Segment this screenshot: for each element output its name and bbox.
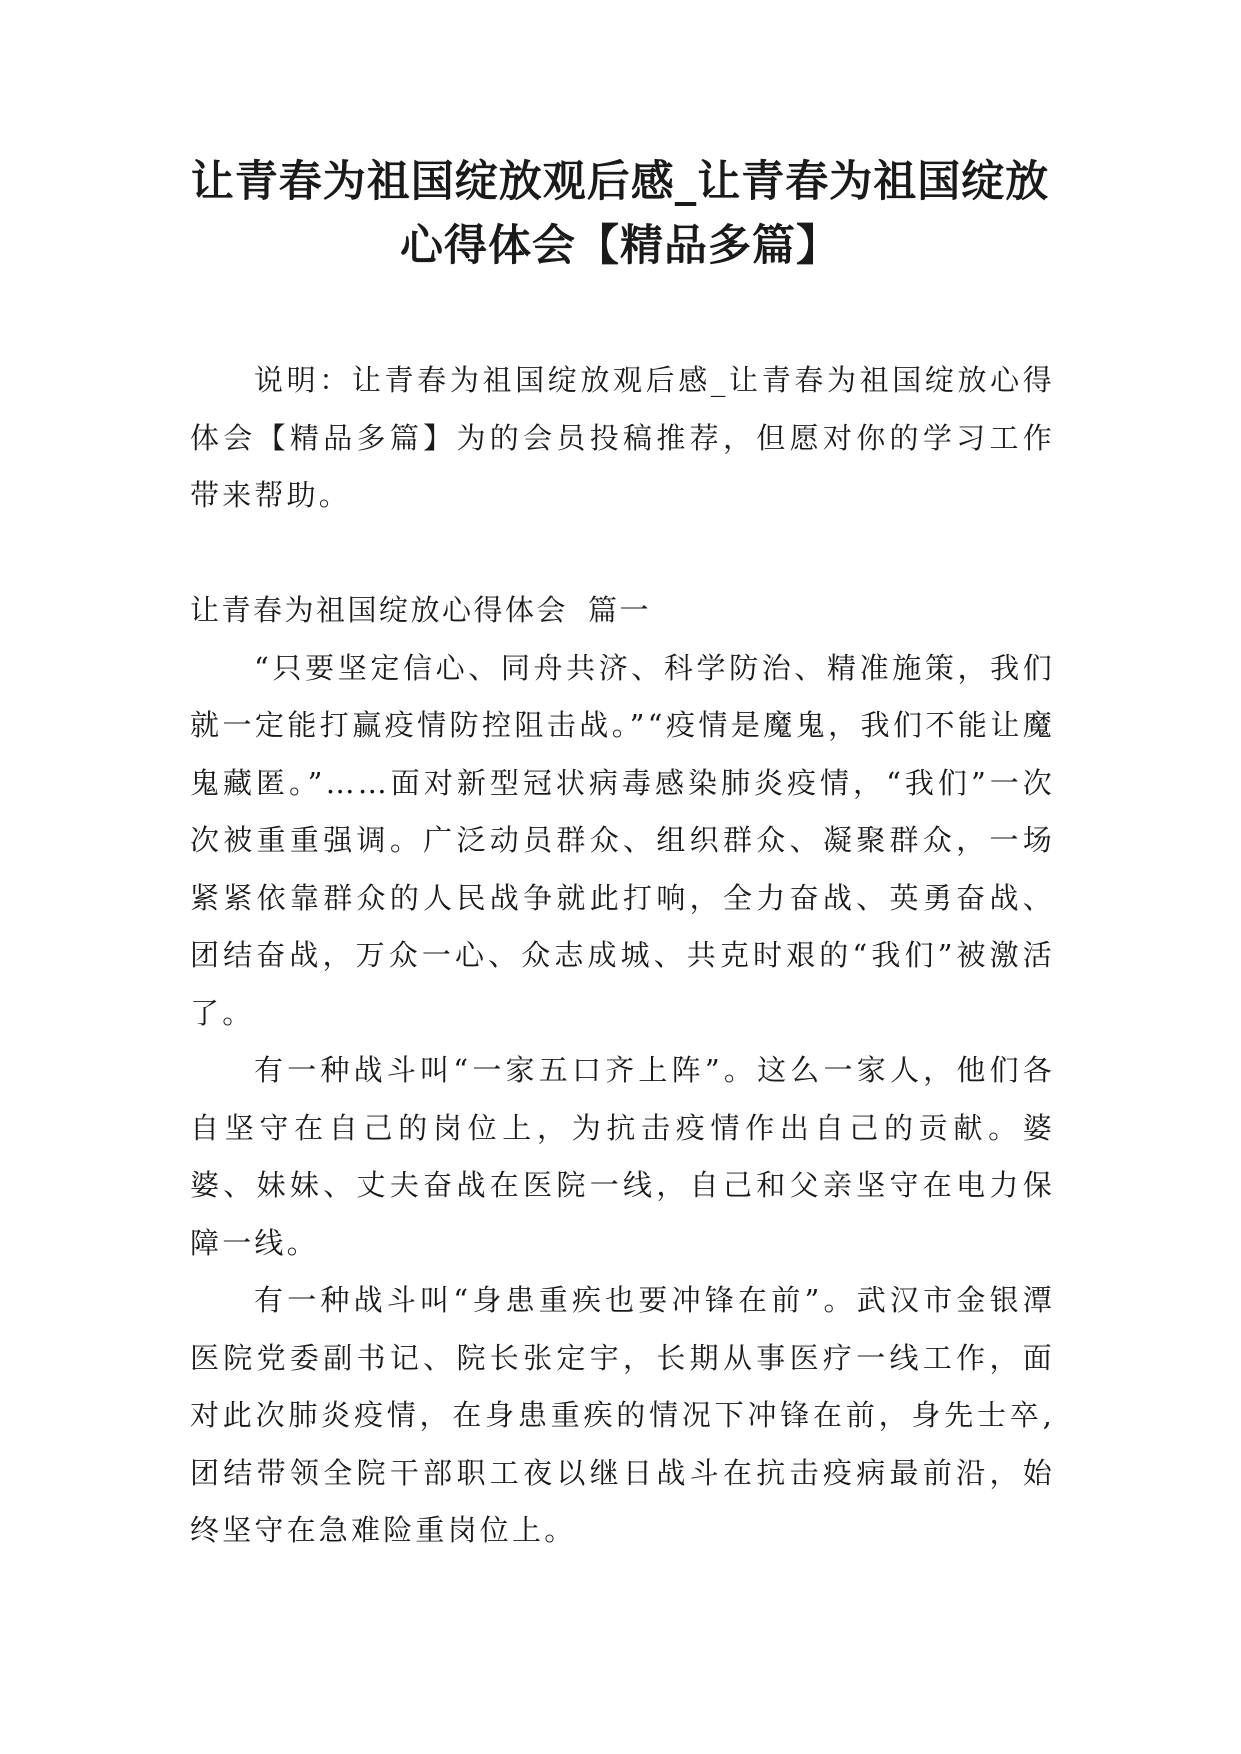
section-part-label: 篇一	[588, 593, 652, 627]
body-paragraph-2: 有一种战斗叫“一家五口齐上阵”。这么一家人，他们各自坚守在自己的岗位上，为抗击疫情作出自己的贡献。婆婆、妹妹、丈夫奋战在医院一线，自己和父亲坚守在电力保障一线。	[190, 1053, 1055, 1260]
intro-paragraph: 说明：让青春为祖国绽放观后感_让青春为祖国绽放心得体会【精品多篇】为的会员投稿推荐，但愿对你的学习工作带来帮助。	[190, 363, 1055, 512]
document-body	[190, 352, 1055, 1560]
section-heading	[190, 582, 1055, 640]
section-heading-text: 让青春为祖国绽放心得体会	[190, 593, 569, 627]
blank-line	[190, 525, 1055, 583]
body-paragraph-3: 有一种战斗叫“身患重疾也要冲锋在前”。武汉市金银潭医院党委副书记、院长张定宇，长期从事医疗一线工作，面对此次肺炎疫情，在身患重疾的情况下冲锋在前，身先士卒,团结带领全院干部职工夜以继日战斗在抗击疫病最前沿，始终坚守在急难险重岗位上。	[190, 1283, 1055, 1547]
body-paragraph-1: “只要坚定信心、同舟共济、科学防治、精准施策，我们就一定能打赢疫情防控阻击战。”“疫情是魔鬼，我们不能让魔鬼藏匿。”……面对新型冠状病毒感染肺炎疫情，“我们”一次次被重重强调。广泛动员群众、组织群众、凝聚群众，一场紧紧依靠群众的人民战争就此打响，全力奋战、英勇奋战、团结奋战，万众一心、众志成城、共克时艰的“我们”被激活了。	[190, 650, 1055, 1030]
document-title: 让青春为祖国绽放观后感_让青春为祖国绽放心得体会【精品多篇】	[190, 157, 1050, 271]
